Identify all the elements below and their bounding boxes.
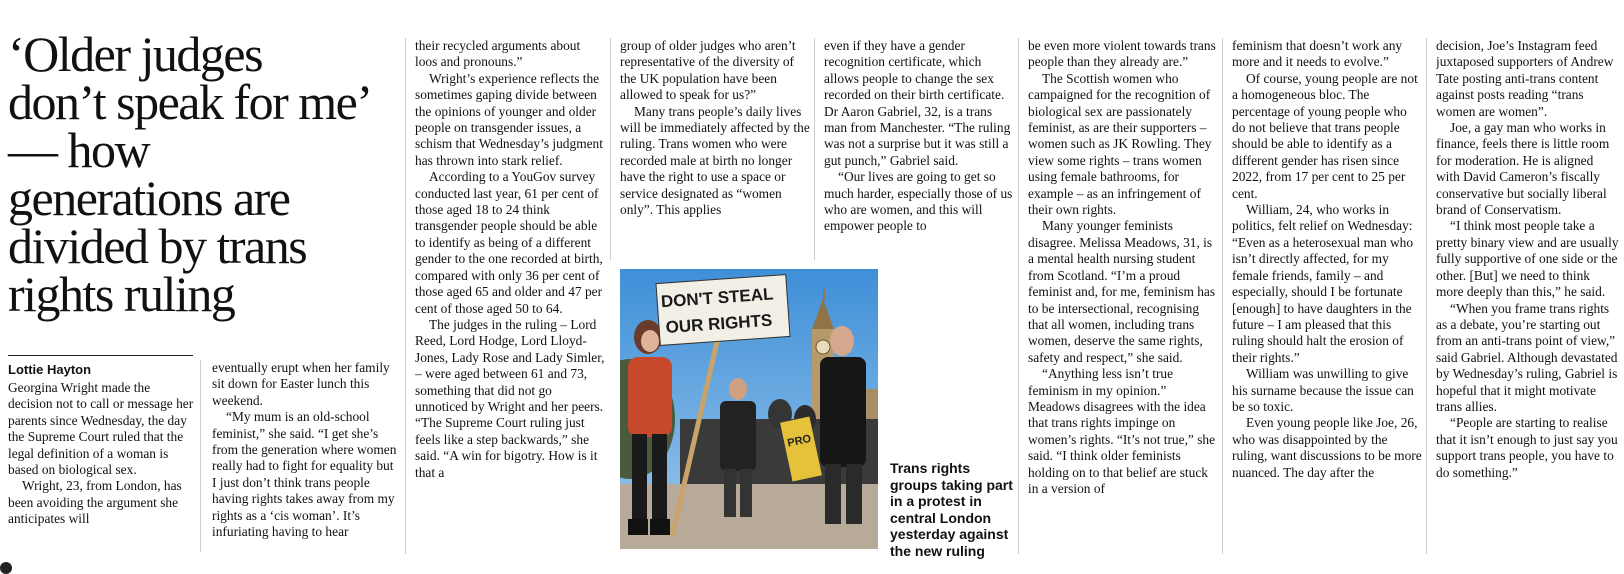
column-rule [1222, 38, 1223, 554]
column-rule [1018, 38, 1019, 554]
column-rule [405, 38, 406, 554]
placard-line-2: OUR RIGHTS [665, 310, 773, 338]
article-paragraph: “Our lives are going to get so much harder, especially those of us who are women, and this will empower people to [824, 169, 1013, 234]
article-paragraph: William, 24, who works in politics, felt relief on Wednesday: “Even as a heterosexual man who isn’t directly affected, for my female friends, family – and especially, should I be fortunate [enough] to have daughters in the future – I am pleased that this ruling should halt the erosion of their rights.” [1232, 202, 1414, 365]
headline: ‘Older judges don’t speak for me’ — how generations are divided by trans rights ruling [8, 26, 368, 322]
article-paragraph: Joe, a gay man who works in finance, feels there is little room for moderation. He is aligned with David Cameron’s fiscally conservative but socially liberal brand of Conservatism. [1436, 120, 1610, 218]
article-paragraph: William was unwilling to give his surname because the issue can be so toxic. [1232, 366, 1414, 414]
article-paragraph: “I think most people take a pretty binary view and are usually fully supportive of one side or the other. [But] we need to think more deeply than this,” he said. [1436, 218, 1619, 300]
article-paragraph: Of course, young people are not a homogeneous bloc. The percentage of young people who do not believe that trans people should be able to identify as a different gender has risen since 2022, from 17 per cent to 25 per cent. [1232, 70, 1418, 201]
article-column-6 [1028, 38, 1218, 553]
column-rule [814, 38, 815, 260]
placard-line-1: DON'T STEAL [660, 284, 774, 312]
side-placard-text: PRO [786, 432, 813, 450]
corner-marker [0, 562, 12, 574]
article-paragraph: Wright’s experience reflects the sometimes gaping divide between the opinions of younger and older people on transgender issues, a schism that Wednesday’s judgment has thrown into stark relief. [415, 70, 603, 168]
article-paragraph: feminism that doesn’t work any more and it needs to evolve.” [1232, 38, 1403, 70]
article-paragraph: decision, Joe’s Instagram feed juxtaposed supporters of Andrew Tate posting anti-trans content against posts reading “trans women are women”. [1436, 38, 1614, 119]
article-paragraph: eventually erupt when her family sit down for Easter lunch this weekend. [212, 360, 390, 408]
article-column-2 [212, 360, 400, 552]
article-paragraph: Georgina Wright made the decision not to call or message her parents since Wednesday, the day the Supreme Court ruled that the legal definition of a woman is based on biological sex. [8, 380, 194, 478]
protest-photo [620, 269, 878, 549]
article-paragraph: Many younger feminists disagree. Melissa Meadows, 31, is a mental health nursing student from Scotland. “I’m a proud feminist and, for me, feminism has to be intersectional, recognising that all women, including trans women, deserve the same rights, safety and respect,” she said. [1028, 218, 1216, 365]
article-column-1 [8, 380, 196, 552]
article-paragraph: “My mum is an old-school feminist,” she said. “I get she’s from the generation where women really had to fight for equality but I just don’t think trans people having rights takes away from my rights as a ‘cis woman’. It’s infuriating having to hear [212, 409, 397, 540]
article-paragraph: The judges in the ruling – Lord Reed, Lord Hodge, Lord Lloyd-Jones, Lady Rose and Lady Simler, – were aged between 61 and 73, something that did not go unnoticed by Wright and her peers. “The Supreme Court ruling just feels like a step backwards,” she said. “A win for bigotry. How is it that a [415, 316, 605, 480]
article-paragraph: “People are starting to realise that it isn’t enough to just say you support trans people, you have to do something.” [1436, 415, 1618, 480]
column-rule [200, 360, 201, 552]
article-paragraph: Wright, 23, from London, has been avoiding the argument she anticipates will [8, 478, 182, 527]
article-paragraph: group of older judges who aren’t representative of the diversity of the UK population have been allowed to speak for us?” [620, 38, 796, 103]
article-column-5 [824, 38, 1014, 260]
column-rule [1426, 38, 1427, 554]
article-column-7 [1232, 38, 1422, 553]
article-column-3 [415, 38, 605, 553]
article-paragraph: Even young people like Joe, 26, who was disappointed by the ruling, want discussions to be more nuanced. The day after the [1232, 415, 1422, 480]
article-paragraph: be even more violent towards trans people than they already are.” [1028, 38, 1216, 70]
column-rule [610, 38, 611, 260]
byline: Lottie Hayton [8, 355, 193, 377]
article-paragraph: “Anything less isn’t true feminism in my opinion.” Meadows disagrees with the idea that trans rights impinge on women’s rights. “It’s not true,” she said. “I think older feminists holding on to that belief are stuck in a version of [1028, 366, 1216, 496]
photo-caption: Trans rights groups taking part in a protest in central London yesterday against the new ruling [890, 460, 1013, 559]
article-paragraph: their recycled arguments about loos and pronouns.” [415, 38, 581, 70]
article-column-4 [620, 38, 810, 260]
article-paragraph: According to a YouGov survey conducted last year, 61 per cent of those aged 18 to 24 think transgender people should be able to identify as being of a different gender to the one recorded at birth, compared with only 36 per cent of those aged 65 and older and 47 per cent of those aged 50 to 64. [415, 169, 603, 316]
article-paragraph: “When you frame trans rights as a debate, you’re starting out from an anti-trans point of view,” said Gabriel. Although devastated by Wednesday’s ruling, Gabriel is hopeful that it might motivate trans allies. [1436, 300, 1618, 414]
article-paragraph: Many trans people’s daily lives will be immediately affected by the ruling. Trans women who were recorded male at birth no longer have the right to use a space or service designated as “women only”. This applies [620, 103, 810, 218]
article-paragraph: The Scottish women who campaigned for the recognition of biological sex are passionately feminist, as are their supporters – women such as JK Rowling. They view some rights – trans women using female bathrooms, for example – as an infringement of their own rights. [1028, 70, 1212, 218]
article-column-8 [1436, 38, 1620, 553]
article-paragraph: even if they have a gender recognition certificate, which allows people to change the sex recorded on their birth certificate. Dr Aaron Gabriel, 32, is a trans man from Manchester. “The ruling was not a surprise but it was still a gut punch,” Gabriel said. [824, 38, 1011, 168]
